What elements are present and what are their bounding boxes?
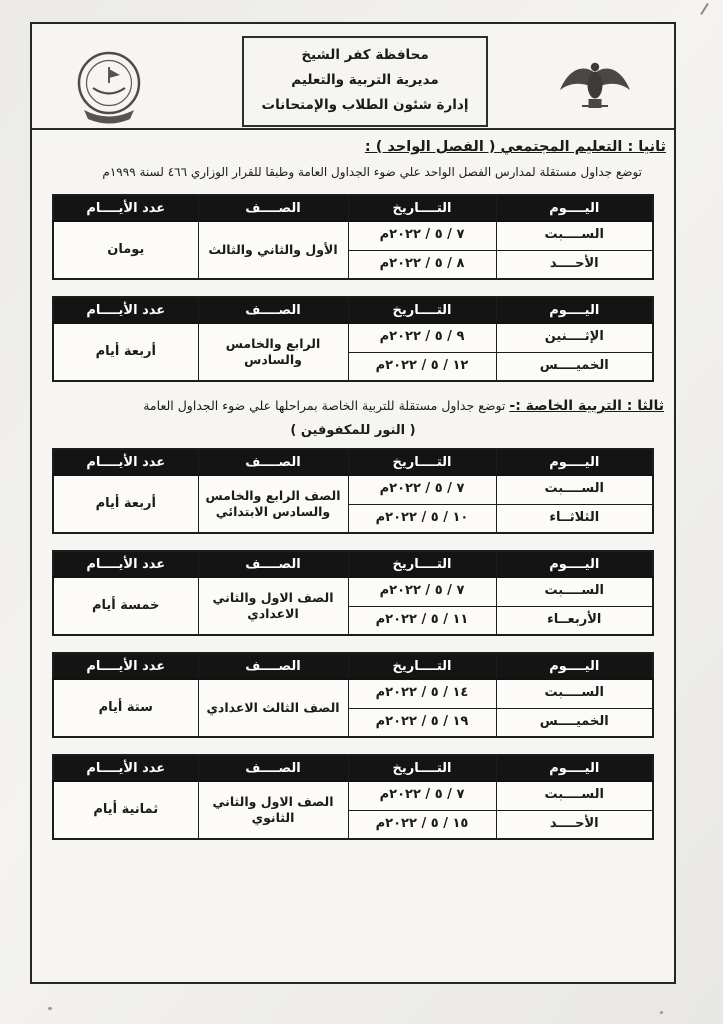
table-header-row <box>53 653 653 679</box>
day-cell: الخميــــس <box>496 708 653 737</box>
grade-cell: الصف الاول والثاني الثانوي <box>198 781 348 839</box>
table-row <box>53 679 653 708</box>
day-column-header: اليــــوم <box>496 195 653 221</box>
day-column-header: اليــــوم <box>496 755 653 781</box>
days-count-cell: ستة أيام <box>53 679 198 737</box>
special-education-heading-line <box>40 398 664 419</box>
table-header-row <box>53 755 653 781</box>
days-count-column-header: عدد الأيــــام <box>53 551 198 577</box>
table-row <box>53 323 653 352</box>
date-cell: ١٥ / ٥ / ٢٠٢٢م <box>348 810 496 839</box>
days-count-cell: يومان <box>53 221 198 279</box>
day-column-header: اليــــوم <box>496 653 653 679</box>
ministry-eagle-logo <box>552 54 638 118</box>
scan-speck <box>48 1007 52 1010</box>
date-cell: ١٩ / ٥ / ٢٠٢٢م <box>348 708 496 737</box>
schedule-table-prep-3 <box>52 652 654 738</box>
community-education-heading-text: ثانيا : التعليم المجتمعي ( الفصل الواحد ) : <box>364 139 666 155</box>
schedule-table-primary-4-5-6 <box>52 448 654 534</box>
day-cell: الســــبت <box>496 221 653 250</box>
grade-column-header: الصــــف <box>198 449 348 475</box>
day-cell: الســــبت <box>496 679 653 708</box>
table-row <box>53 475 653 504</box>
governorate-seal-logo <box>72 48 146 130</box>
scan-corner-mark <box>700 3 709 15</box>
special-education-description: توضع جداول مستقلة للتربية الخاصة بمراحلها علي ضوء الجداول العامة <box>143 398 506 413</box>
community-education-heading <box>40 139 666 160</box>
days-count-cell: أربعة أيام <box>53 475 198 533</box>
days-count-column-header: عدد الأيــــام <box>53 195 198 221</box>
grade-column-header: الصــــف <box>198 195 348 221</box>
schedule-table-secondary-1-2 <box>52 754 654 840</box>
grade-cell: الصف الرابع والخامس والسادس الابتدائي <box>198 475 348 533</box>
grade-column-header: الصــــف <box>198 755 348 781</box>
scan-speck <box>660 1011 663 1014</box>
date-cell: ٧ / ٥ / ٢٠٢٢م <box>348 475 496 504</box>
day-cell: الإثــــنين <box>496 323 653 352</box>
schedule-table-grades-4-5-6 <box>52 296 654 382</box>
days-count-column-header: عدد الأيــــام <box>53 297 198 323</box>
day-cell: الخميــــس <box>496 352 653 381</box>
date-column-header: التــــاريخ <box>348 449 496 475</box>
date-cell: ٧ / ٥ / ٢٠٢٢م <box>348 577 496 606</box>
grade-cell: الأول والثاني والثالث <box>198 221 348 279</box>
date-cell: ١١ / ٥ / ٢٠٢٢م <box>348 606 496 635</box>
days-count-column-header: عدد الأيــــام <box>53 653 198 679</box>
table-row <box>53 221 653 250</box>
day-cell: الســــبت <box>496 475 653 504</box>
date-column-header: التــــاريخ <box>348 755 496 781</box>
document-header <box>32 24 674 130</box>
date-column-header: التــــاريخ <box>348 551 496 577</box>
grade-column-header: الصــــف <box>198 551 348 577</box>
days-count-cell: ثمانية أيام <box>53 781 198 839</box>
date-cell: ١٠ / ٥ / ٢٠٢٢م <box>348 504 496 533</box>
date-column-header: التــــاريخ <box>348 297 496 323</box>
day-column-header: اليــــوم <box>496 297 653 323</box>
day-column-header: اليــــوم <box>496 551 653 577</box>
schedule-table-grades-1-2-3 <box>52 194 654 280</box>
letterhead-box <box>242 36 488 127</box>
date-cell: ٧ / ٥ / ٢٠٢٢م <box>348 781 496 810</box>
day-cell: الأحــــد <box>496 810 653 839</box>
grade-cell: الصف الاول والثاني الاعدادي <box>198 577 348 635</box>
table-row <box>53 577 653 606</box>
date-column-header: التــــاريخ <box>348 653 496 679</box>
day-cell: الســــبت <box>496 781 653 810</box>
governorate-name: محافظة كفر الشيخ <box>301 47 429 63</box>
day-column-header: اليــــوم <box>496 449 653 475</box>
community-education-description: توضع جداول مستقلة لمدارس الفصل الواحد علي ضوء الجداول العامة وطبقا للقرار الوزاري ٤٦٦ لسنة ١٩٩٩م <box>102 165 642 179</box>
schedule-table-prep-1-2 <box>52 550 654 636</box>
table-header-row <box>53 449 653 475</box>
days-count-cell: خمسة أيام <box>53 577 198 635</box>
table-header-row <box>53 195 653 221</box>
grade-cell: الرابع والخامس والسادس <box>198 323 348 381</box>
table-header-row <box>53 297 653 323</box>
days-count-cell: أربعة أيام <box>53 323 198 381</box>
administration-name: إدارة شئون الطلاب والإمتحانات <box>261 96 469 113</box>
directorate-name: مديرية التربية والتعليم <box>291 71 439 88</box>
day-cell: الســــبت <box>496 577 653 606</box>
date-cell: ٧ / ٥ / ٢٠٢٢م <box>348 221 496 250</box>
grade-cell: الصف الثالث الاعدادي <box>198 679 348 737</box>
grade-column-header: الصــــف <box>198 653 348 679</box>
days-count-column-header: عدد الأيــــام <box>53 449 198 475</box>
days-count-column-header: عدد الأيــــام <box>53 755 198 781</box>
day-cell: الأحــــد <box>496 250 653 279</box>
date-cell: ٩ / ٥ / ٢٠٢٢م <box>348 323 496 352</box>
date-column-header: التــــاريخ <box>348 195 496 221</box>
table-row <box>53 781 653 810</box>
table-header-row <box>53 551 653 577</box>
date-cell: ١٢ / ٥ / ٢٠٢٢م <box>348 352 496 381</box>
date-cell: ٨ / ٥ / ٢٠٢٢م <box>348 250 496 279</box>
day-cell: الثلاثــاء <box>496 504 653 533</box>
special-education-heading: ثالثا : التربية الخاصة :- <box>509 398 664 414</box>
special-education-note: ( النور للمكفوفين ) <box>290 423 416 438</box>
day-cell: الأربعــاء <box>496 606 653 635</box>
grade-column-header: الصــــف <box>198 297 348 323</box>
document-border-frame <box>30 22 676 984</box>
date-cell: ١٤ / ٥ / ٢٠٢٢م <box>348 679 496 708</box>
